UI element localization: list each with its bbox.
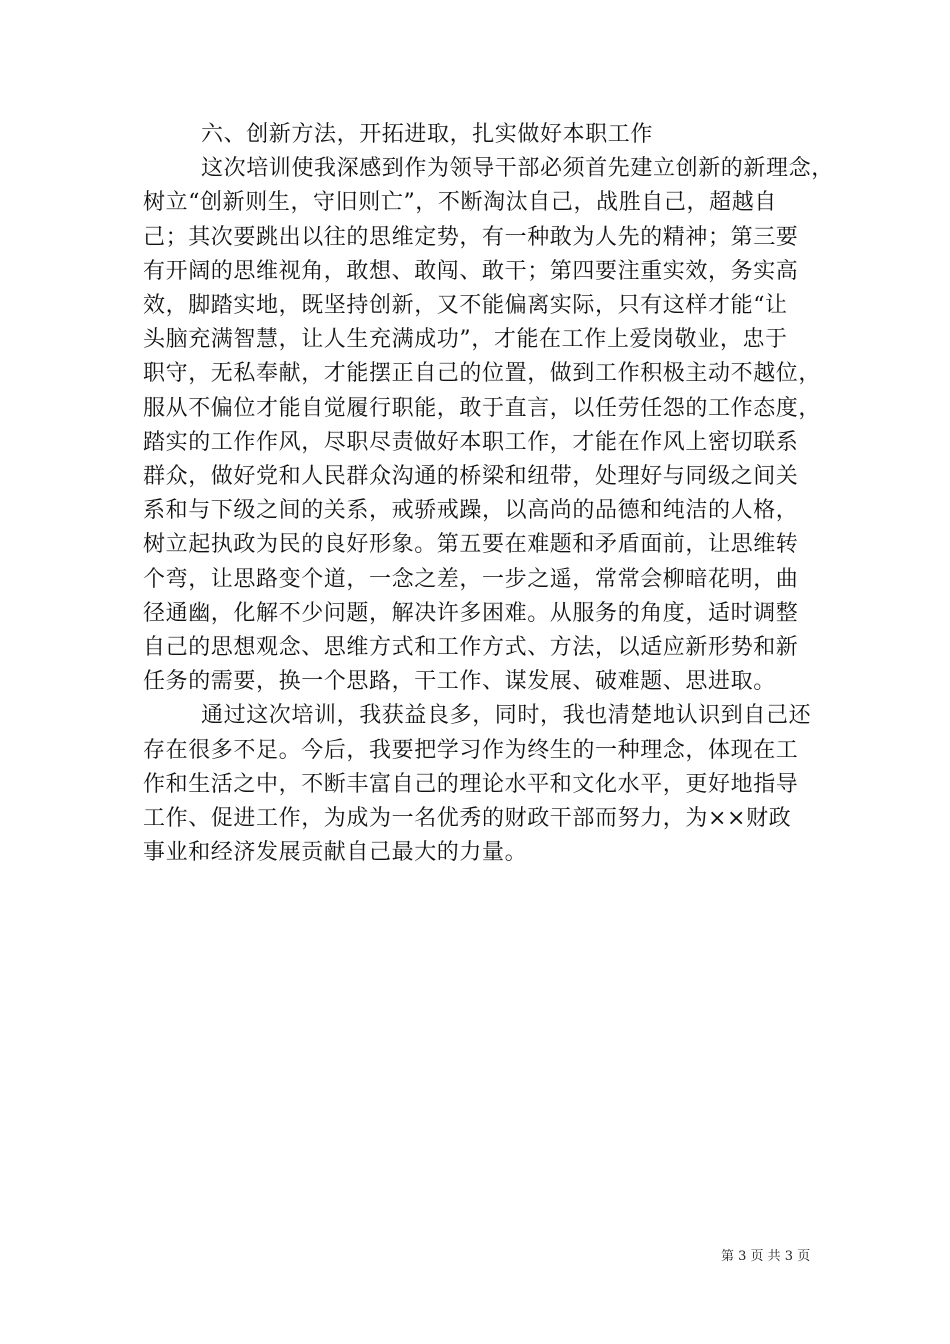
paragraph-line: 通过这次培训，我获益良多，同时，我也清楚地认识到自己还 [201, 703, 812, 729]
paragraph-line: 存在很多不足。今后，我要把学习作为终生的一种理念，体现在工 [143, 737, 799, 763]
paragraph-line: 群众，做好党和人民群众沟通的桥梁和纽带，处理好与同级之间关 [143, 464, 799, 490]
document-body [143, 118, 833, 870]
paragraph-line: 树立起执政为民的良好形象。第五要在难题和矛盾面前，让思维转 [143, 532, 799, 558]
paragraph-line: 己；其次要跳出以往的思维定势，有一种敢为人先的精神；第三要 [143, 224, 799, 250]
paragraph-line: 这次培训使我深感到作为领导干部必须首先建立创新的新理念， [201, 156, 834, 182]
paragraph-line: 头脑充满智慧，让人生充满成功”，才能在工作上爱岗敬业，忠于 [143, 327, 788, 353]
paragraph-line: 任务的需要，换一个思路，干工作、谋发展、破难题、思进取。 [143, 669, 776, 695]
paragraph-line: 踏实的工作作风，尽职尽责做好本职工作，才能在作风上密切联系 [143, 429, 799, 455]
paragraph-line: 事业和经济发展贡献自己最大的力量。 [143, 840, 528, 866]
paragraph-line: 自己的思想观念、思维方式和工作方式、方法，以适应新形势和新 [143, 635, 799, 661]
paragraph-line: 个弯，让思路变个道，一念之差，一步之遥，常常会柳暗花明，曲 [143, 566, 799, 592]
paragraph-line: 系和与下级之间的关系，戒骄戒躁，以高尚的品德和纯洁的人格， [143, 498, 799, 524]
paragraph-line: 工作、促进工作，为成为一名优秀的财政干部而努力，为××财政 [143, 806, 792, 832]
page-number-footer: 第 3 页 共 3 页 [721, 1249, 811, 1264]
paragraph-2 [143, 699, 833, 870]
section-heading: 六、创新方法，开拓进取，扎实做好本职工作 [201, 122, 654, 147]
paragraph-line: 效，脚踏实地，既坚持创新，又不能偏离实际，只有这样才能“让 [143, 293, 788, 319]
paragraph-line: 服从不偏位才能自觉履行职能，敢于直言，以任劳任怨的工作态度， [143, 395, 822, 421]
paragraph-line: 职守，无私奉献，才能摆正自己的位置，做到工作积极主动不越位， [143, 361, 822, 387]
paragraph-1 [143, 152, 833, 699]
paragraph-line: 径通幽，化解不少问题，解决许多困难。从服务的角度，适时调整 [143, 600, 799, 626]
paragraph-line: 树立“创新则生，守旧则亡”，不断淘汰自己，战胜自己，超越自 [143, 190, 777, 216]
paragraph-line: 作和生活之中，不断丰富自己的理论水平和文化水平，更好地指导 [143, 771, 799, 797]
paragraph-line: 有开阔的思维视角，敢想、敢闯、敢干；第四要注重实效，务实高 [143, 258, 799, 284]
